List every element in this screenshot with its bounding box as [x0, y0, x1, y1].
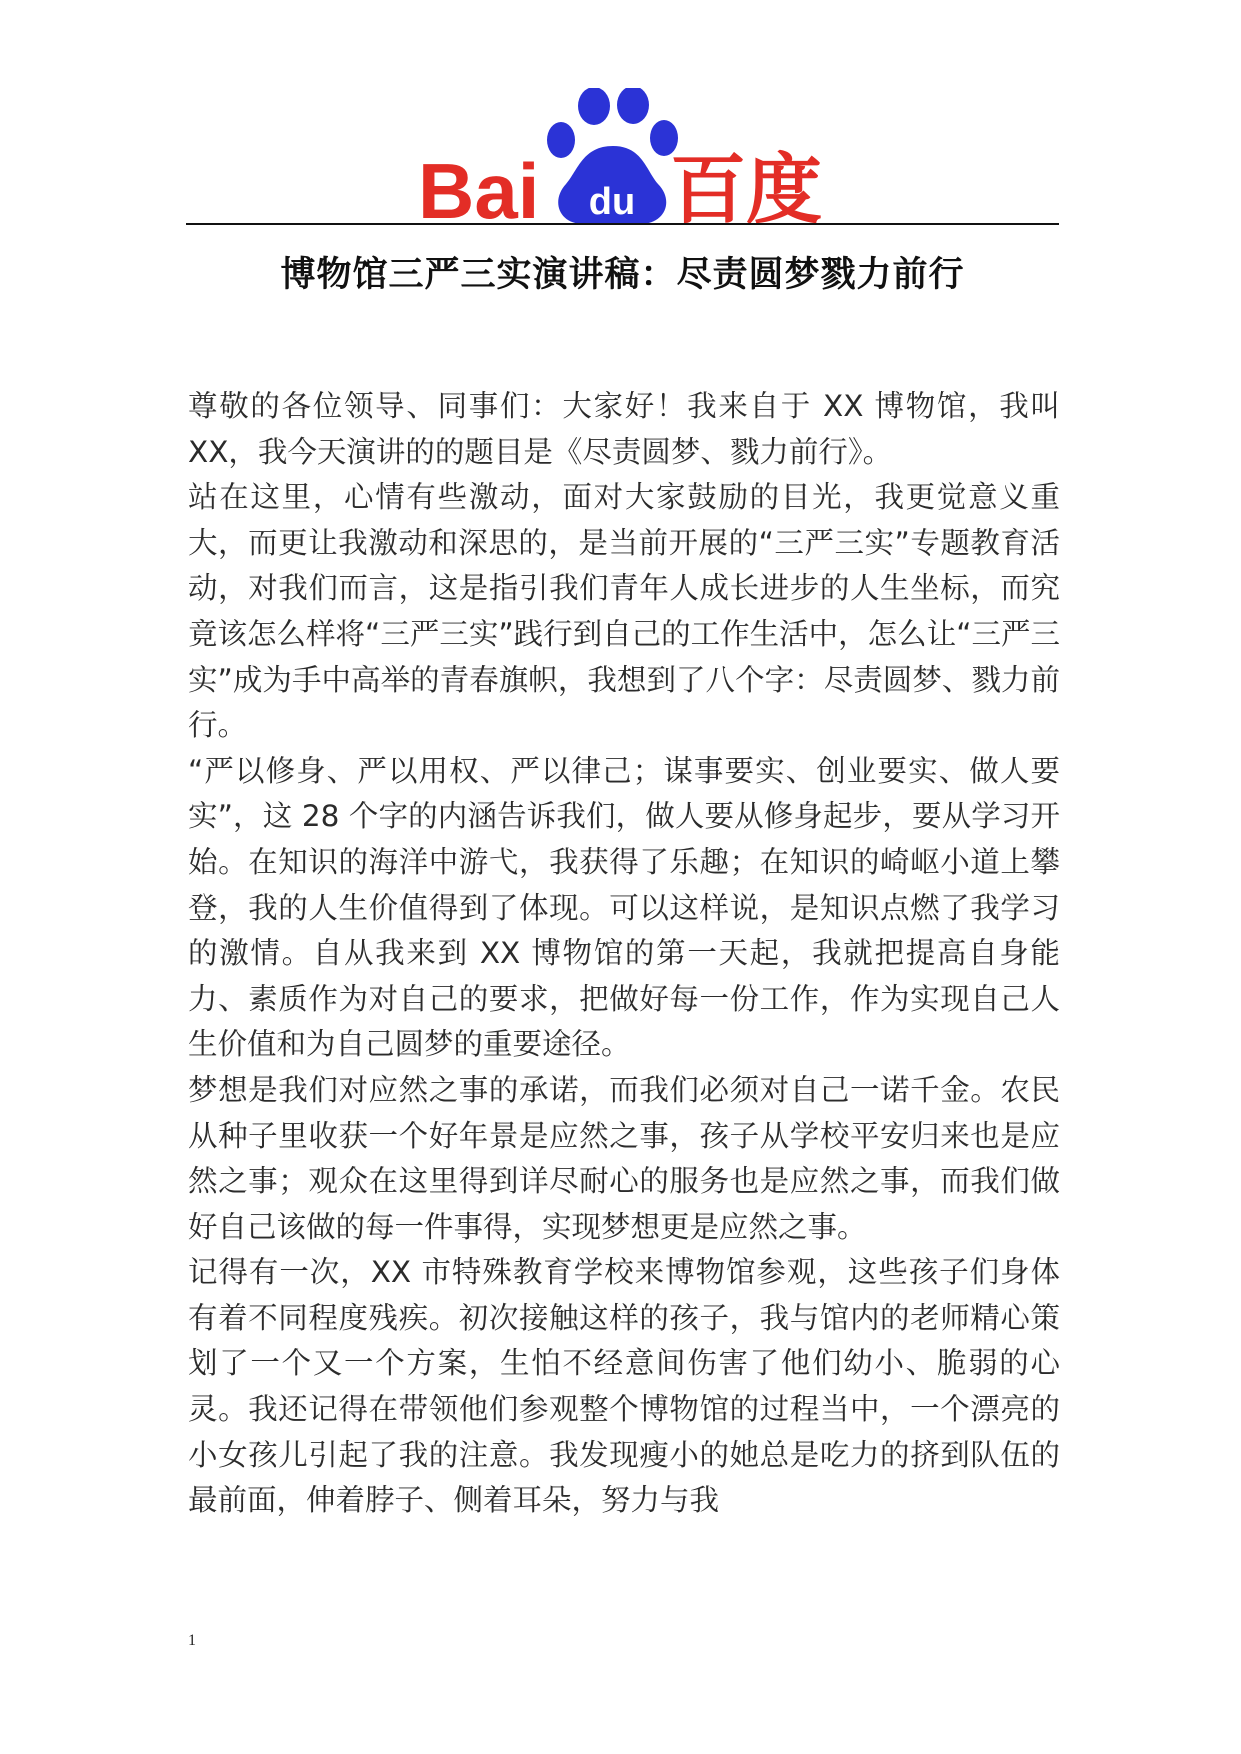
header-divider [186, 223, 1059, 225]
paragraph: 记得有一次，XX 市特殊教育学校来博物馆参观，这些孩子们身体有着不同程度残疾。初次接触这样的孩子，我与馆内的老师精心策划了一个又一个方案，生怕不经意间伤害了他们幼小、脆弱的心灵。我还记得在带领他们参观整个博物馆的过程当中，一个漂亮的小女孩儿引起了我的注意。我发现瘦小的她总是吃力的挤到队伍的最前面，伸着脖子、侧着耳朵，努力与我 [188, 1255, 1060, 1518]
paw-toe-left [547, 122, 575, 158]
baidu-logo [418, 88, 828, 228]
document-title: 博物馆三严三实演讲稿：尽责圆梦戮力前行 [280, 255, 965, 295]
paragraph: 尊敬的各位领导、同事们：大家好！我来自于 XX 博物馆，我叫 XX，我今天演讲的的题目是《尽责圆梦、戮力前行》。 [188, 389, 1060, 469]
logo-wordmark-latin: Bai [418, 147, 540, 228]
paragraph: 站在这里，心情有些激动，面对大家鼓励的目光，我更觉意义重大，而更让我激动和深思的，是当前开展的“三严三实”专题教育活动，对我们而言，这是指引我们青年人成长进步的人生坐标，而究竟该怎么样将“三严三实”践行到自己的工作生活中，怎么让“三严三实”成为手中高举的青春旗帜，我想到了八个字：尽责圆梦、戮力前行。 [188, 480, 1060, 743]
document-body [188, 384, 1060, 1524]
paragraph: 梦想是我们对应然之事的承诺，而我们必须对自己一诺千金。农民从种子里收获一个好年景是应然之事，孩子从学校平安归来也是应然之事；观众在这里得到详尽耐心的服务也是应然之事，而我们做好自己该做的每一件事得，实现梦想更是应然之事。 [188, 1072, 1060, 1244]
paw-toe-top-left [578, 88, 610, 125]
logo-wordmark-paw: du [588, 181, 636, 223]
page-number: 1 [188, 1632, 196, 1649]
paragraph: “严以修身、严以用权、严以律己；谋事要实、创业要实、做人要实”，这 28 个字的内涵告诉我们，做人要从修身起步，要从学习开始。在知识的海洋中游弋，我获得了乐趣；在知识的崎岖小道上攀登，我的人生价值得到了体现。可以这样说，是知识点燃了我学习的激情。自从我来到 XX 博物馆的第一天起，我就把提高自身能力、素质作为对自己的要求，把做好每一份工作，作为实现自己人生价值和为自己圆梦的重要途径。 [188, 753, 1060, 1062]
logo-wordmark-chinese: 百度 [670, 145, 822, 228]
paw-toe-top-right [617, 88, 649, 124]
